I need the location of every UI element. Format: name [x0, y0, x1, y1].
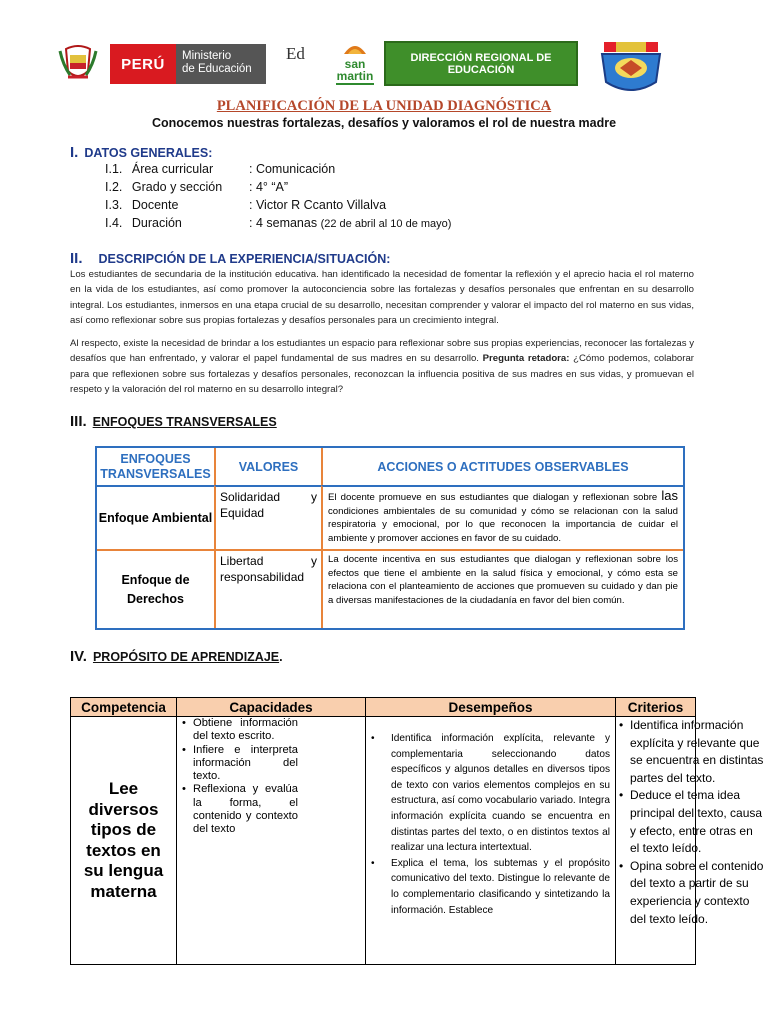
- section2-number: II.: [70, 250, 83, 267]
- datos-label: Duración: [131, 216, 182, 230]
- ministerio-educacion-logo: [176, 44, 266, 84]
- acciones-cell: [321, 485, 683, 549]
- capacidad-item: • Obtiene información del texto escrito.: [177, 717, 298, 744]
- direccion-regional-banner: DIRECCIÓN REGIONAL DE EDUCACIÓN: [384, 41, 578, 86]
- criterios-header: Criterios: [615, 698, 695, 717]
- pregunta-retadora-text: ¿Cómo podemos, colaborar para que reflexionen sobre sus fortalezas y desafíos personales, reconozcan la influencia positiva de sus madres en sus vidas, y promuevan el respeto y la valoración del rol materno en su desarrollo integral?: [70, 353, 694, 395]
- acciones-text-rest: condiciones ambientales de su comunidad y cómo se relacionan con la salud respiratoria y emocional, por lo que reconocen la importancia de cuidar el ambiente y promover acciones en favor de su cuidado.: [328, 505, 678, 544]
- section1-heading: [70, 144, 212, 161]
- acciones-header: ACCIONES O ACTITUDES OBSERVABLES: [321, 448, 683, 485]
- region-logo-text1: san: [344, 57, 366, 71]
- valores-header: VALORES: [214, 448, 321, 485]
- acciones-cell: La docente incentiva en sus estudiantes que dialogan y reflexionan sobre los efectos que tiene el ambiente en la salud física y emocional, y cómo esta se relaciona con el planteamiento de acciones que promueven su cuidado y dan pie a diversas manifestaciones de la ciudadanía en favor del bien común.: [321, 549, 683, 628]
- description-paragraph-2: [70, 336, 694, 397]
- datos-code: I.2.: [105, 180, 123, 194]
- criterio-item: • Deduce el tema idea principal del texto, causa y efecto, entre otras en el texto leído.: [618, 787, 764, 857]
- region-logo-text2: martin: [336, 69, 374, 83]
- section4-number: IV.: [70, 648, 87, 665]
- datos-code: I.1.: [105, 162, 123, 176]
- pregunta-retadora-label: Pregunta retadora:: [482, 353, 570, 365]
- datos-row: [105, 216, 452, 230]
- section2-heading: [70, 250, 390, 267]
- datos-label: Grado y sección: [131, 180, 223, 194]
- section4-title: PROPÓSITO DE APRENDIZAJE: [92, 650, 280, 664]
- document-subtitle: Conocemos nuestras fortalezas, desafíos y valoramos el rol de nuestra madre: [151, 116, 617, 130]
- desempeno-item: • Identifica información explícita, relevante y complementaria seleccionando datos específicos y algunos detalles en diversos tipos de texto con varios elementos complejos en su estructura, así como vocabulario variado. Integra información explícita cuando se encuentra en distintas partes del texto, o en distintos textos al realizar una lectura intertextual.: [369, 731, 610, 856]
- acciones-text-large: las: [661, 488, 678, 503]
- desempenos-cell: [365, 717, 615, 964]
- desempeno-item: • Explica el tema, los subtemas y el propósito comunicativo del texto. Distingue lo relevante de lo complementario clasificando y sintetizando la información. Establece: [369, 856, 610, 918]
- valores-cell: Solidaridad y Equidad: [214, 485, 321, 549]
- section3-title: ENFOQUES TRANSVERSALES: [92, 415, 277, 429]
- criterio-item: • Opina sobre el contenido del texto a partir de su experiencia y contexto del texto leído.: [618, 858, 764, 928]
- capacidades-header: Capacidades: [176, 698, 365, 717]
- valores-cell: Libertad y responsabilidad: [214, 549, 321, 628]
- section1-title: DATOS GENERALES:: [84, 146, 213, 160]
- datos-label: Área curricular: [131, 162, 214, 176]
- acciones-text-lead: El docente promueve en sus estudiantes que dialogan y reflexionan sobre: [328, 492, 658, 503]
- datos-row: [105, 180, 289, 194]
- school-emblem-logo: [596, 40, 666, 96]
- section3-heading: [70, 413, 277, 430]
- overlap-text-fragment: Ed: [286, 44, 305, 63]
- para2-text: Al respecto, existe la necesidad de brindar a los estudiantes un espacio para reflexionar sobre sus propias experiencias, reconocer las fortalezas y desafíos que han enfrentado, y valorar el papel fundamental de sus madres en su desarrollo.: [70, 338, 694, 365]
- datos-value: : Comunicación: [249, 162, 336, 176]
- capacidad-item: • Infiere e interpreta información del texto.: [177, 744, 298, 784]
- competencia-cell: Lee diversos tipos de textos en su lengua materna: [83, 779, 164, 901]
- section4-heading: [70, 648, 283, 665]
- peru-shield-logo: [58, 45, 98, 83]
- datos-value: : 4 semanas: [249, 216, 318, 230]
- enfoques-table: [95, 446, 685, 630]
- ministerio-line1: Ministerio: [182, 50, 232, 62]
- enfoque-ambiental-cell: Enfoque Ambiental: [97, 485, 214, 549]
- datos-code: I.4.: [105, 216, 123, 230]
- datos-row: [105, 198, 387, 212]
- datos-value: : 4° “A”: [249, 180, 289, 194]
- datos-code: I.3.: [105, 198, 123, 212]
- enfoque-derechos-cell: Enfoque de Derechos: [97, 549, 214, 628]
- document-title: PLANIFICACIÓN DE LA UNIDAD DIAGNÓSTICA: [216, 98, 552, 114]
- proposito-table: [70, 697, 764, 965]
- desempenos-header: Desempeños: [365, 698, 615, 717]
- section4-heading-dot: .: [279, 650, 283, 664]
- section3-number: III.: [70, 413, 87, 430]
- description-paragraph-1: Los estudiantes de secundaria de la institución educativa. han identificado la necesidad de fomentar la reflexión y el aprecio hacia el rol materno en la vida de los estudiantes, así como promover la autoconciencia sobre las fortalezas y desafíos personales que enfrentan en su desarrollo integral. Los estudiantes, inmersos en una etapa crucial de su desarrollo, necesitan comprender y valorar el impacto del rol materno en sus vidas, así como reflexionar sobre sus propias fortalezas y desafíos personales para un crecimiento integral.: [70, 269, 694, 326]
- enfoques-header: ENFOQUES TRANSVERSALES: [100, 451, 211, 481]
- section1-number: I.: [70, 144, 79, 161]
- datos-value: : Victor R Ccanto Villalva: [249, 198, 387, 212]
- capacidad-item: • Reflexiona y evalúa la forma, el contenido y contexto del texto: [177, 783, 298, 836]
- san-martin-region-logo: [330, 38, 380, 88]
- datos-extra: (22 de abril al 10 de mayo): [320, 218, 452, 230]
- competencia-header: Competencia: [71, 698, 176, 717]
- ministerio-line2: de Educación: [182, 63, 252, 75]
- datos-row: [105, 162, 336, 176]
- section2-title: DESCRIPCIÓN DE LA EXPERIENCIA/SITUACIÓN:: [98, 252, 391, 266]
- datos-label: Docente: [131, 198, 179, 212]
- criterios-cell: [615, 717, 764, 964]
- criterio-item: • Identifica información explícita y relevante que se encuentra en distintas partes del texto.: [618, 717, 764, 787]
- peru-logo: PERÚ: [110, 44, 176, 84]
- capacidades-cell: [176, 717, 365, 964]
